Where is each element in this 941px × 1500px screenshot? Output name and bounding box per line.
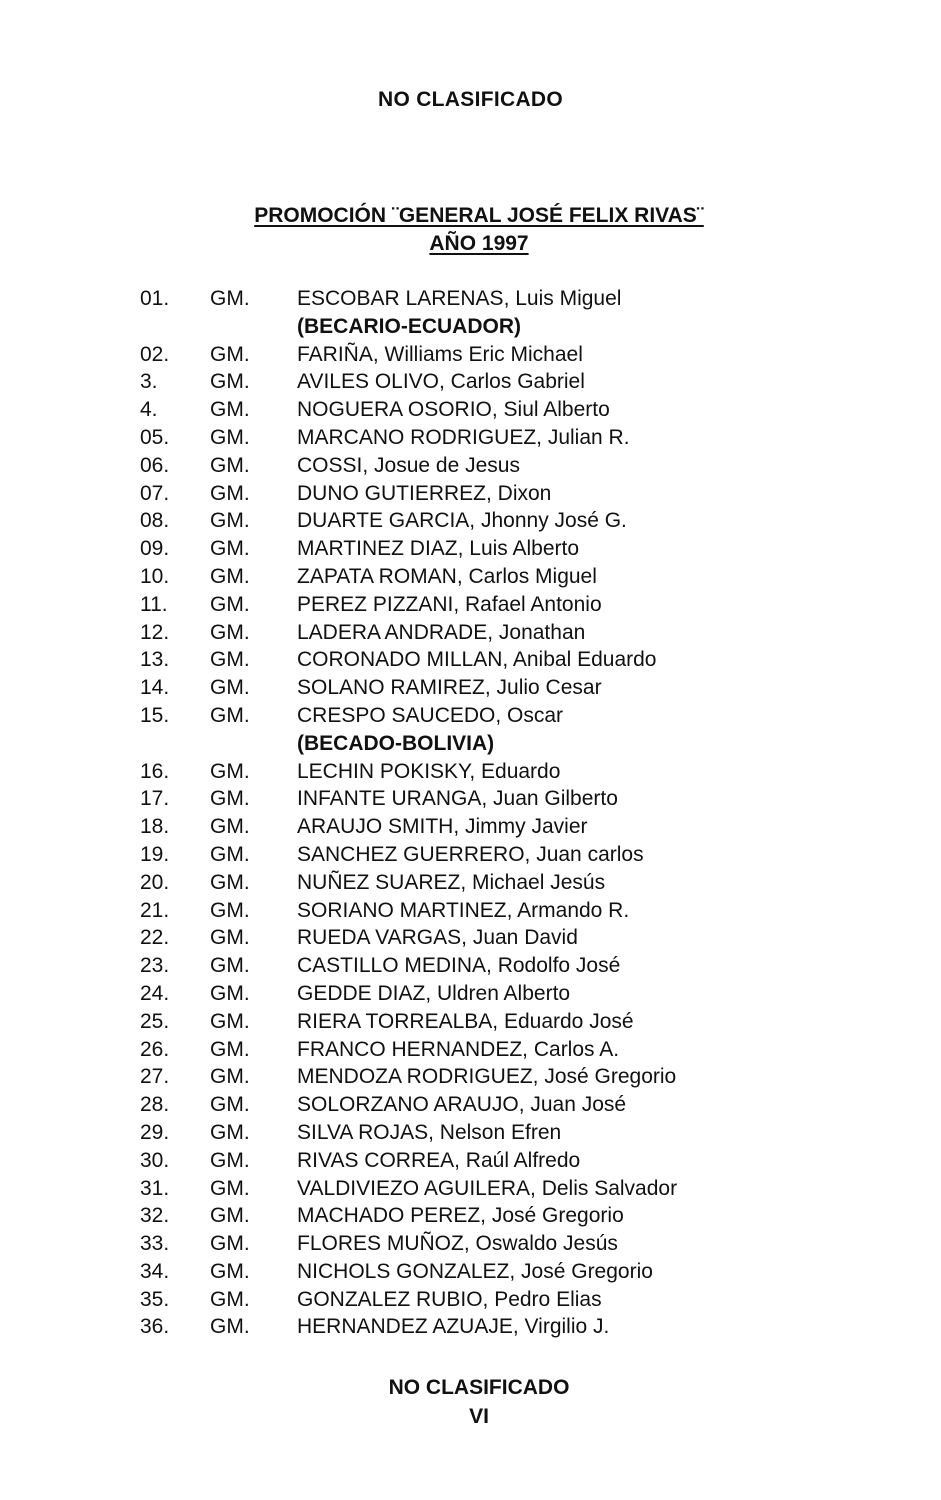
roster-number: 15. xyxy=(140,703,170,727)
roster-rank: GM. xyxy=(210,398,250,422)
roster-row xyxy=(140,869,860,897)
roster-number: 3. xyxy=(140,370,158,394)
roster-number: 14. xyxy=(140,676,170,700)
roster-number: 23. xyxy=(140,954,170,978)
roster-row xyxy=(140,924,860,952)
roster-rank: GM. xyxy=(210,1232,250,1256)
roster-rank: GM. xyxy=(210,676,250,700)
title-promocion-text: PROMOCIÓN ¨GENERAL JOSÉ FELIX RIVAS¨ xyxy=(254,204,704,227)
roster-row xyxy=(140,1091,860,1119)
roster-rank: GM. xyxy=(210,1065,250,1089)
roster-name: SILVA ROJAS, Nelson Efren xyxy=(297,1120,562,1144)
roster-rank: GM. xyxy=(210,926,250,950)
roster-row xyxy=(140,1063,860,1091)
roster-name: RUEDA VARGAS, Juan David xyxy=(297,926,578,950)
roster-rank: GM. xyxy=(210,870,250,894)
roster-row xyxy=(140,952,860,980)
roster-name: NUÑEZ SUAREZ, Michael Jesús xyxy=(297,870,606,894)
roster-number: 07. xyxy=(140,481,170,505)
roster-number: 20. xyxy=(140,870,170,894)
roster-row xyxy=(140,980,860,1008)
roster-number: 13. xyxy=(140,648,170,672)
roster-row xyxy=(140,368,860,396)
roster-name: AVILES OLIVO, Carlos Gabriel xyxy=(297,370,585,394)
roster-row xyxy=(140,1202,860,1230)
roster-row xyxy=(140,507,860,535)
roster-rank: GM. xyxy=(210,1120,250,1144)
roster-rank: GM. xyxy=(210,342,250,366)
roster-number: 10. xyxy=(140,564,170,588)
roster-rank: GM. xyxy=(210,1287,250,1311)
roster-row xyxy=(140,897,860,925)
roster-rank: GM. xyxy=(210,1176,250,1200)
roster-number: 02. xyxy=(140,342,170,366)
roster-rank: GM. xyxy=(210,954,250,978)
roster-number: 27. xyxy=(140,1065,170,1089)
roster-name: CORONADO MILLAN, Anibal Eduardo xyxy=(297,648,657,672)
roster-row xyxy=(140,535,860,563)
roster-row xyxy=(140,813,860,841)
roster-rank: GM. xyxy=(210,537,250,561)
classification-header: NO CLASIFICADO xyxy=(377,88,564,111)
roster-name: MENDOZA RODRIGUEZ, José Gregorio xyxy=(297,1065,677,1089)
roster-list xyxy=(140,285,860,1341)
roster-name: INFANTE URANGA, Juan Gilberto xyxy=(297,787,618,811)
document-title xyxy=(0,202,941,258)
roster-row xyxy=(140,702,860,730)
roster-number: 31. xyxy=(140,1176,170,1200)
roster-rank: GM. xyxy=(210,1093,250,1117)
roster-number: 24. xyxy=(140,981,170,1005)
roster-rank: GM. xyxy=(210,1204,250,1228)
roster-name: FRANCO HERNANDEZ, Carlos A. xyxy=(297,1037,620,1061)
scholarship-note: (BECARIO-ECUADOR) xyxy=(297,314,521,338)
roster-name: MARCANO RODRIGUEZ, Julian R. xyxy=(297,425,630,449)
roster-rank: GM. xyxy=(210,1009,250,1033)
title-line-promocion xyxy=(0,202,941,230)
roster-name: ARAUJO SMITH, Jimmy Javier xyxy=(297,815,588,839)
roster-rank: GM. xyxy=(210,1259,250,1283)
roster-name: VALDIVIEZO AGUILERA, Delis Salvador xyxy=(297,1176,678,1200)
roster-row xyxy=(140,619,860,647)
roster-row xyxy=(140,591,860,619)
roster-note-row xyxy=(140,313,860,341)
roster-name: NICHOLS GONZALEZ, José Gregorio xyxy=(297,1259,653,1283)
roster-name: SANCHEZ GUERRERO, Juan carlos xyxy=(297,842,644,866)
roster-number: 16. xyxy=(140,759,170,783)
roster-name: RIVAS CORREA, Raúl Alfredo xyxy=(297,1148,581,1172)
roster-rank: GM. xyxy=(210,592,250,616)
roster-row xyxy=(140,1008,860,1036)
roster-rank: GM. xyxy=(210,287,250,310)
roster-name: FLORES MUÑOZ, Oswaldo Jesús xyxy=(297,1232,618,1256)
page-number: VI xyxy=(469,1405,489,1428)
roster-number: 26. xyxy=(140,1037,170,1061)
roster-row xyxy=(140,674,860,702)
scholarship-note: (BECADO-BOLIVIA) xyxy=(297,731,495,755)
roster-row xyxy=(140,1036,860,1064)
roster-number: 25. xyxy=(140,1009,170,1033)
roster-number: 32. xyxy=(140,1204,170,1228)
roster-row xyxy=(140,646,860,674)
roster-name: LADERA ANDRADE, Jonathan xyxy=(297,620,586,644)
roster-number: 09. xyxy=(140,537,170,561)
roster-name: MACHADO PEREZ, José Gregorio xyxy=(297,1204,624,1228)
title-year-text: AÑO 1997 xyxy=(429,232,529,255)
roster-number: 18. xyxy=(140,815,170,839)
roster-rank: GM. xyxy=(210,815,250,839)
roster-name: MARTINEZ DIAZ, Luis Alberto xyxy=(297,537,580,561)
roster-name: SOLANO RAMIREZ, Julio Cesar xyxy=(297,676,602,700)
roster-rank: GM. xyxy=(210,564,250,588)
roster-rank: GM. xyxy=(210,898,250,922)
roster-number: 30. xyxy=(140,1148,170,1172)
roster-rank: GM. xyxy=(210,481,250,505)
roster-row xyxy=(140,285,860,313)
roster-number: 4. xyxy=(140,398,158,422)
roster-rank: GM. xyxy=(210,1148,250,1172)
roster-name: HERNANDEZ AZUAJE, Virgilio J. xyxy=(297,1315,610,1339)
roster-name: SORIANO MARTINEZ, Armando R. xyxy=(297,898,630,922)
roster-rank: GM. xyxy=(210,1037,250,1061)
roster-number: 05. xyxy=(140,425,170,449)
roster-row xyxy=(140,396,860,424)
roster-number: 28. xyxy=(140,1093,170,1117)
roster-name: COSSI, Josue de Jesus xyxy=(297,453,520,477)
roster-number: 34. xyxy=(140,1259,170,1283)
roster-number: 12. xyxy=(140,620,170,644)
roster-name: GONZALEZ RUBIO, Pedro Elias xyxy=(297,1287,602,1311)
roster-row xyxy=(140,758,860,786)
roster-name: DUNO GUTIERREZ, Dixon xyxy=(297,481,552,505)
roster-row xyxy=(140,480,860,508)
roster-number: 17. xyxy=(140,787,170,811)
roster-row xyxy=(140,1258,860,1286)
roster-rank: GM. xyxy=(210,842,250,866)
roster-rank: GM. xyxy=(210,425,250,449)
roster-name: LECHIN POKISKY, Eduardo xyxy=(297,759,561,783)
roster-name: ESCOBAR LARENAS, Luis Miguel xyxy=(297,287,622,310)
roster-row xyxy=(140,1119,860,1147)
roster-name: GEDDE DIAZ, Uldren Alberto xyxy=(297,981,571,1005)
roster-name: FARIÑA, Williams Eric Michael xyxy=(297,342,583,366)
roster-rank: GM. xyxy=(210,453,250,477)
roster-row xyxy=(140,452,860,480)
roster-row xyxy=(140,841,860,869)
roster-row xyxy=(140,1313,860,1341)
roster-number: 01. xyxy=(140,287,170,310)
roster-row xyxy=(140,563,860,591)
roster-row xyxy=(140,1147,860,1175)
roster-name: CRESPO SAUCEDO, Oscar xyxy=(297,703,564,727)
roster-rank: GM. xyxy=(210,787,250,811)
roster-rank: GM. xyxy=(210,759,250,783)
roster-name: NOGUERA OSORIO, Siul Alberto xyxy=(297,398,610,422)
classification-footer: NO CLASIFICADO xyxy=(388,1376,570,1399)
roster-rank: GM. xyxy=(210,703,250,727)
roster-number: 35. xyxy=(140,1287,170,1311)
roster-rank: GM. xyxy=(210,648,250,672)
roster-row xyxy=(140,1175,860,1203)
roster-rank: GM. xyxy=(210,981,250,1005)
title-line-year xyxy=(0,230,941,258)
roster-name: SOLORZANO ARAUJO, Juan José xyxy=(297,1093,627,1117)
roster-number: 08. xyxy=(140,509,170,533)
roster-name: RIERA TORREALBA, Eduardo José xyxy=(297,1009,634,1033)
roster-row xyxy=(140,1230,860,1258)
roster-number: 11. xyxy=(140,592,168,616)
roster-number: 21. xyxy=(140,898,170,922)
roster-note-row xyxy=(140,730,860,758)
roster-row xyxy=(140,1286,860,1314)
roster-number: 29. xyxy=(140,1120,170,1144)
roster-rank: GM. xyxy=(210,620,250,644)
roster-number: 19. xyxy=(140,842,170,866)
roster-row xyxy=(140,785,860,813)
roster-number: 06. xyxy=(140,453,170,477)
roster-row xyxy=(140,424,860,452)
roster-rank: GM. xyxy=(210,1315,250,1339)
roster-row xyxy=(140,341,860,369)
roster-rank: GM. xyxy=(210,509,250,533)
roster-number: 36. xyxy=(140,1315,170,1339)
roster-number: 22. xyxy=(140,926,170,950)
roster-number: 33. xyxy=(140,1232,170,1256)
roster-name: ZAPATA ROMAN, Carlos Miguel xyxy=(297,564,597,588)
roster-rank: GM. xyxy=(210,370,250,394)
roster-name: DUARTE GARCIA, Jhonny José G. xyxy=(297,509,627,533)
roster-name: PEREZ PIZZANI, Rafael Antonio xyxy=(297,592,602,616)
page-footer xyxy=(0,1373,941,1431)
roster-name: CASTILLO MEDINA, Rodolfo José xyxy=(297,954,621,978)
